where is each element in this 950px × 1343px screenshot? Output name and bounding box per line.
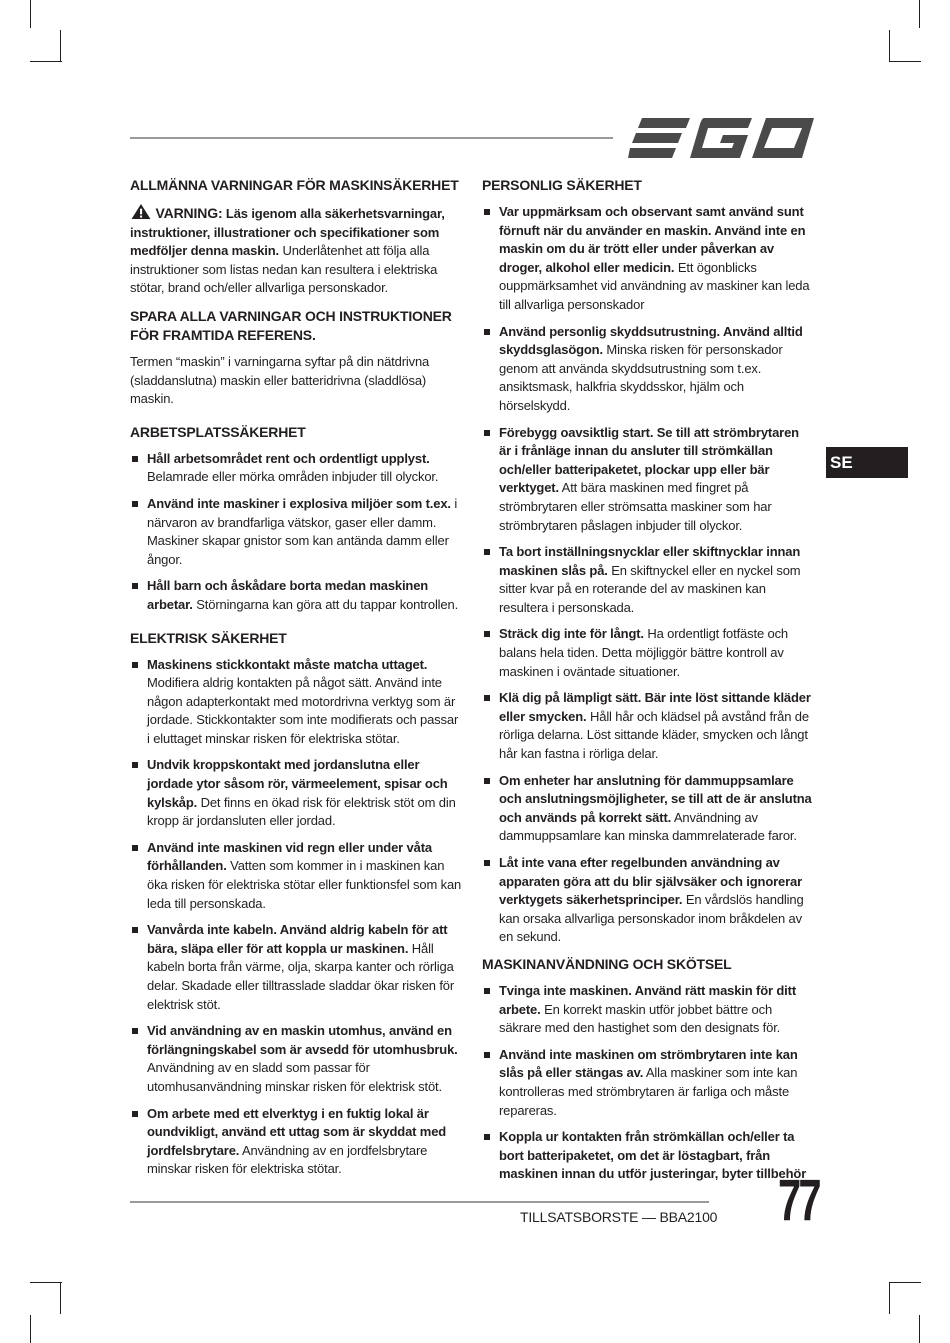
bullet-icon — [484, 1134, 490, 1140]
ego-logo — [628, 116, 814, 160]
list-item: Håll barn och åskådare borta medan maskinen arbetar. Störningarna kan göra att du tappar kontrollen. — [130, 577, 462, 614]
right-column — [482, 176, 814, 1192]
page-number: 77 — [778, 1168, 819, 1233]
bullet-icon — [132, 762, 138, 768]
bullet-icon — [132, 456, 138, 462]
list-item: Låt inte vana efter regelbunden användning av apparaten göra att du blir självsäker och ignorerar verktygets säkerhetsprinciper. En vårdslös handling kan orsaka allvarliga personskador inom bråkdelen av en sekund. — [482, 854, 814, 947]
list-item: Vanvårda inte kabeln. Använd aldrig kabeln för att bära, släpa eller för att koppla ur maskinen. Håll kabeln borta från värme, olja, skarpa kanter och rörliga delar. Skadade eller tilltrasslade sladdar ökar risken för elektrisk stöt. — [130, 921, 462, 1014]
crop-mark — [889, 1282, 890, 1314]
warning-bold-text: Läs igenom alla säkerhetsvarningar, instruktioner, illustrationer och specifikationer som medföljer denna maskin. — [130, 206, 445, 259]
list-item: Förebygg oavsiktlig start. Se till att strömbrytaren är i frånläge innan du ansluter till strömkällan och/eller batteripaketet, plockar upp eller bär verktyget. Att bära maskinen med fingret på strömbrytaren eller strömsatta maskiner som har strömbrytaren påslagen inbjuder till olyckor. — [482, 424, 814, 536]
bullet-icon — [484, 860, 490, 866]
section-title-personal: PERSONLIG SÄKERHET — [482, 177, 642, 193]
save-instructions-title: SPARA ALLA VARNINGAR OCH INSTRUKTIONER FÖR FRAMTIDA REFERENS. — [130, 307, 452, 343]
bullet-icon — [484, 209, 490, 215]
language-tab: SE — [826, 447, 908, 478]
list-item: Tvinga inte maskinen. Använd rätt maskin för ditt arbete. En korrekt maskin utför jobbet bättre och säkrare med den hastighet som den designats för. — [482, 982, 814, 1038]
crop-mark — [60, 30, 61, 62]
warning-paragraph — [130, 203, 462, 298]
section-title-machine-use: MASKINANVÄNDNING OCH SKÖTSEL — [482, 955, 732, 972]
bullet-icon — [484, 549, 490, 555]
crop-mark — [889, 61, 921, 62]
list-item: Använd personlig skyddsutrustning. Använd alltid skyddsglasögon. Minska risken för personskador genom att använda skyddsutrustning som t.ex. ansiktsmask, halkfria skyddsskor, hjälm och hörselskydd. — [482, 323, 814, 416]
bullet-icon — [484, 329, 490, 335]
bullet-icon — [132, 1028, 138, 1034]
left-column — [130, 176, 462, 1187]
machine-list — [482, 982, 814, 1184]
personal-list — [482, 203, 814, 947]
list-item: Håll arbetsområdet rent och ordentligt upplyst. Belamrade eller mörka områden inbjuder till olyckor. — [130, 450, 462, 487]
crop-mark — [919, 1315, 920, 1343]
section-title-workplace: ARBETSPLATSSÄKERHET — [130, 423, 306, 440]
bullet-icon — [132, 1111, 138, 1117]
list-item: Maskinens stickkontakt måste matcha uttaget. Modifiera aldrig kontakten på något sätt. Använd inte någon adapterkontakt med motordrivna verktyg som är jordade. Stickkontakter som inte modifierats och passar i eluttaget minskar risken för elektriska stötar. — [130, 656, 462, 749]
bullet-icon — [484, 988, 490, 994]
warning-label: VARNING: — [155, 205, 223, 221]
bullet-icon — [132, 927, 138, 933]
list-item: Koppla ur kontakten från strömkällan och/eller ta bort batteripaketet, om det är löstagbart, från maskinen innan du utför justeringar, byter tillbehör — [482, 1128, 814, 1184]
crop-mark — [60, 1282, 61, 1314]
warning-text: Underlåtenhet att följa alla instruktioner som listas nedan kan resultera i elektriska stötar, brand och/eller allvarliga personskador. — [130, 243, 438, 296]
bullet-icon — [484, 778, 490, 784]
list-item: Klä dig på lämpligt sätt. Bär inte löst sittande kläder eller smycken. Håll hår och klädsel på avstånd från de rörliga delarna. Löst sittande kläder, smycken och långt hår kan fastna i rörliga delar. — [482, 689, 814, 763]
list-item: Ta bort inställningsnycklar eller skiftnycklar innan maskinen slås på. En skiftnyckel eller en nyckel som sitter kvar på en roterande del av maskinen kan resultera i personskada. — [482, 543, 814, 617]
section-title-general-warnings: ALLMÄNNA VARNINGAR FÖR MASKINSÄKERHET — [130, 177, 459, 193]
list-item: Var uppmärksam och observant samt använd sunt förnuft när du använder en maskin. Använd inte en maskin om du är trött eller under påverkan av droger, alkohol eller medicin. Ett ögonblicks ouppmärksamhet vid användning av maskiner kan leda till allvarliga personskador — [482, 203, 814, 315]
list-item: Använd inte maskinen om strömbrytaren inte kan slås på eller stängas av. Alla maskiner som inte kan kontrolleras med strömbrytaren är farliga och måste repareras. — [482, 1046, 814, 1120]
list-item: Om arbete med ett elverktyg i en fuktig lokal är oundvikligt, använd ett uttag som är skyddat med jordfelsbrytare. Användning av en jordfelsbrytare minskar risken för elektriska stötar. — [130, 1105, 462, 1179]
section-title-electrical: ELEKTRISK SÄKERHET — [130, 629, 287, 646]
bullet-icon — [484, 695, 490, 701]
footer-rule — [130, 1201, 709, 1203]
list-item: Om enheter har anslutning för dammuppsamlare och anslutningsmöjligheter, se till att de är anslutna och används på korrekt sätt. Användning av dammuppsamlare kan minska dammrelaterade faror. — [482, 772, 814, 846]
crop-mark — [889, 1282, 921, 1283]
bullet-icon — [484, 1052, 490, 1058]
list-item: Undvik kroppskontakt med jordanslutna eller jordade ytor såsom rör, värmeelement, spisar och kylskåp. Det finns en ökad risk för elektrisk stöt om din kropp är jordansluten eller jordad. — [130, 756, 462, 830]
warning-triangle-icon — [130, 203, 152, 220]
crop-mark — [919, 0, 920, 28]
crop-mark — [30, 1282, 62, 1283]
bullet-icon — [132, 662, 138, 668]
bullet-icon — [484, 631, 490, 637]
crop-mark — [889, 30, 890, 62]
list-item: Sträck dig inte för långt. Ha ordentligt fotfäste och balans hela tiden. Detta möjliggör bättre kontroll av maskinen i oväntade situationer. — [482, 625, 814, 681]
bullet-icon — [132, 501, 138, 507]
list-item: Vid användning av en maskin utomhus, använd en förlängningskabel som är avsedd för utomhusbruk. Användning av en sladd som passar för utomhusanvändning minskar risken för elektrisk stöt. — [130, 1022, 462, 1096]
crop-mark — [30, 1315, 31, 1343]
bullet-icon — [132, 583, 138, 589]
header-rule — [130, 137, 613, 139]
list-item: Använd inte maskinen vid regn eller under våta förhållanden. Vatten som kommer in i maskinen kan öka risken för elektriska stötar eller funktionsfel som kan leda till personskada. — [130, 839, 462, 913]
bullet-icon — [132, 845, 138, 851]
list-item: Använd inte maskiner i explosiva miljöer som t.ex. i närvaron av brandfarliga vätskor, gaser eller damm. Maskiner skapar gnistor som kan antända damm eller ångor. — [130, 495, 462, 569]
footer-product-name: TILLSATSBORSTE — BBA2100 — [520, 1209, 718, 1225]
crop-mark — [30, 0, 31, 28]
bullet-icon — [484, 430, 490, 436]
electrical-list — [130, 656, 462, 1179]
crop-mark — [30, 61, 62, 62]
term-definition: Termen “maskin” i varningarna syftar på din nätdrivna (sladdanslutna) maskin eller batteridrivna (sladdlösa) maskin. — [130, 353, 430, 407]
workplace-list — [130, 450, 462, 615]
